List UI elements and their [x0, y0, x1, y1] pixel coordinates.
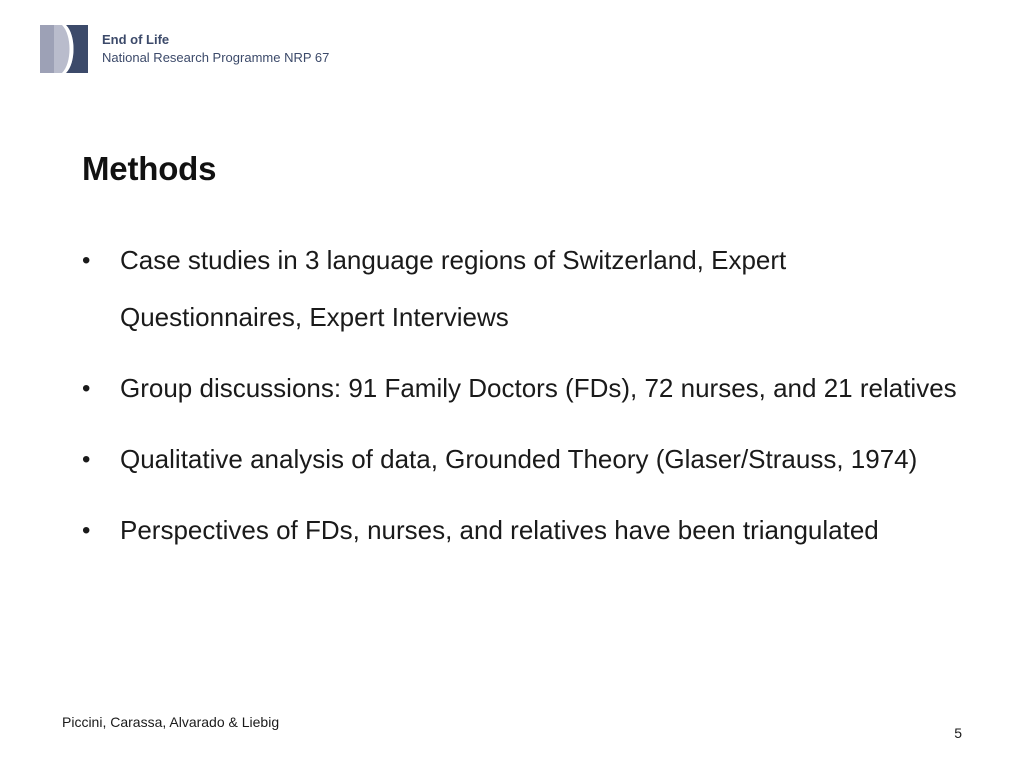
- logo-text: [102, 31, 329, 67]
- page-number: 5: [954, 725, 962, 741]
- bullet-text: Case studies in 3 language regions of Switzerland, Expert Questionnaires, Expert Interviews: [120, 245, 787, 332]
- bullet-item: [82, 360, 962, 417]
- bullet-icon: •: [82, 517, 91, 544]
- nrp-logo-mark: [40, 25, 88, 73]
- bullet-icon: •: [82, 375, 91, 402]
- bullet-text: Group discussions: 91 Family Doctors (FDs), 72 nurses, and 21 relatives: [120, 373, 957, 403]
- footer-authors: Piccini, Carassa, Alvarado & Liebig: [62, 714, 280, 730]
- bullet-icon: •: [82, 446, 91, 473]
- bullet-text: Qualitative analysis of data, Grounded Theory (Glaser/Strauss, 1974): [120, 444, 918, 474]
- bullet-item: [82, 232, 962, 346]
- bullet-icon: •: [82, 247, 91, 274]
- logo-title: End of Life: [102, 32, 170, 47]
- bullet-list: [82, 232, 962, 573]
- bullet-item: [82, 431, 962, 488]
- bullet-item: [82, 502, 962, 559]
- slide-title: Methods: [82, 150, 217, 187]
- logo-subtitle: National Research Programme NRP 67: [102, 50, 330, 65]
- nrp-logo: [40, 24, 329, 74]
- bullet-text: Perspectives of FDs, nurses, and relatives have been triangulated: [120, 515, 879, 545]
